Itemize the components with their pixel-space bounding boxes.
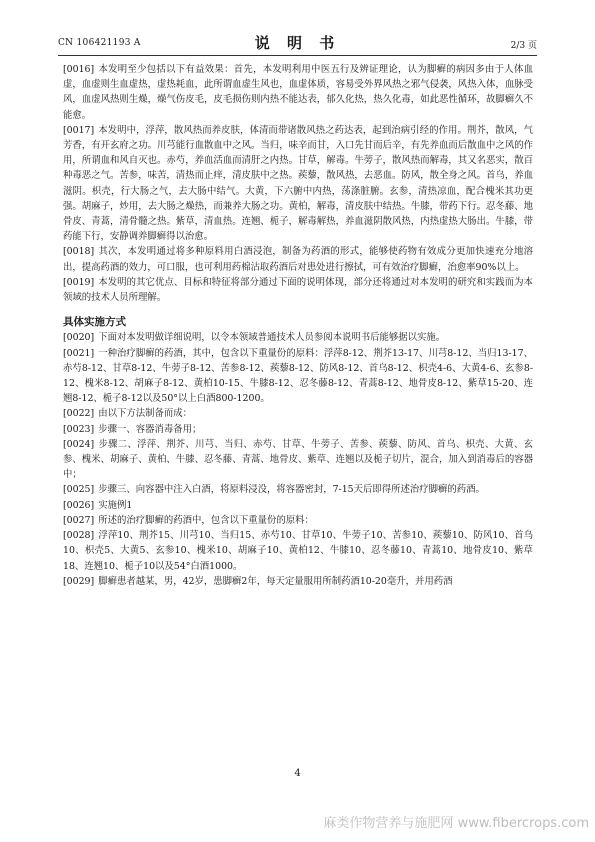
paragraph-0023: [0023] 步骤一、容器消毒备用； — [63, 423, 202, 435]
paragraph-0016: [0016] 本发明至少包括以下有益效果：首先，本发明利用中医五行及辨证理论，认为脚癣的病因多由于人体血虚，血虚则生血虚热，虚热耗血，此所谓血虚生风也，血虚体质，容易受外界风热之邪气侵袭，风热入体，血脉受风，血虚风热则生燥，燥气伤皮毛，皮毛损伤则内热不能达表，郁久化热，热久化毒，如此恶性循环，故脚癣久不能愈。 — [63, 64, 533, 121]
patent-number: CN 106421193 A — [58, 38, 141, 48]
paragraph-0020: [0020] 下面对本发明做详细说明，以令本领域普通技术人员参阅本说明书后能够据以实施。 — [63, 332, 446, 344]
section-heading: 具体实施方式 — [63, 316, 126, 329]
paragraph-0017: [0017] 本发明中，浮萍，散风热而养皮肤，体清而带诸散风热之药达表，起到治病引经的作用。荆芥，散风，气芳香，有开玄府之功。川芎能行血散血中之风。当归，味辛而甘，入口先甘而后辛，有先养血而后散血中之风的作用，所谓血和风自灭也。赤芍，养血活血而清肝之内热。甘草，解毒。牛蒡子，散风热而解毒，其又名恶实，散百种毒恶之气。苦参，味苦，清热而止痒，清皮肤中之热。蒺藜，散风热，去恶血。防风，散全身之风。首乌，养血滋阴。枳壳，行大肠之气，去大肠中结气。大黄，下六腑中内热，荡涤脏腑。玄参，清热凉血，配合槐米其功更强。胡麻子，炒用，去大肠之燥热，而兼养大肠之功。黄柏，解毒，清皮肤中结热。牛膝，带药下行。忍冬藤、地骨皮、青蒿，清骨髓之热。紫草，清血热。连翘、栀子，解毒解热，养血滋阴散风热，内热虚热大肠出。牛膝，带药能下行，安静调养脚癣得以治愈。 — [63, 124, 533, 243]
site-watermark — [323, 812, 589, 831]
page-indicator: 2/3 页 — [510, 41, 537, 51]
paragraph-0018: [0018] 其次，本发明通过将多种原料用白酒浸泡，制备为药酒的形式，能够使药物有效成分更加快速充分地溶出，提高药酒的效力，可口服，也可利用药棉沾取药酒后对患处进行擦拭，可有效治疗脚癣，治愈率90%以上。 — [63, 246, 533, 273]
page-number: 4 — [294, 768, 301, 779]
paragraph-0027: [0027] 所述的治疗脚癣的药酒中，包含以下重量份的原料： — [63, 514, 314, 526]
paragraph-0029: [0029] 脚癣患者越某，男，42岁，患脚癣2年，每天定量服用所制药酒10-20毫升，并用药酒 — [63, 575, 453, 587]
document-title: 说 明 书 — [254, 34, 341, 52]
paragraph-0026: [0026] 实施例1 — [63, 499, 133, 511]
paragraph-0021: [0021] 一种治疗脚癣的药酒，其中，包含以下重量份的原料：浮萍8-12、荆芥13-17、川芎8-12、当归13-17、赤芍8-12、甘草8-12、牛蒡子8-12、苦参8-12、蒺藜8-12、防风8-12、首乌8-12、枳壳4-6、大黄4-6、玄参8-12、槐米8-12、胡麻子8-12、黄柏10-15、牛膝8-12、忍冬藤8-12、青蒿8-12、地骨皮8-12、紫草15-20、连翘8-12、栀子8-12以及50°以上白酒800-1200。 — [63, 347, 533, 405]
paragraph-0022: [0022] 由以下方法制备而成： — [63, 408, 192, 420]
paragraph-0019: [0019] 本发明的其它优点、目标和特征将部分通过下面的说明体现，部分还将通过对本发明的研究和实践而为本领域的技术人员所理解。 — [63, 276, 533, 304]
page-header — [58, 32, 537, 54]
watermark-text: 麻类作物营养与施肥网 — [323, 816, 454, 831]
header-divider — [58, 55, 537, 56]
paragraph-0024: [0024] 步骤二、浮萍、荆芥、川芎、当归、赤芍、甘草、牛蒡子、苦参、蒺藜、防风、首乌、枳壳、大黄、玄参、槐米、胡麻子、黄柏、牛膝、忍冬藤、青蒿、地骨皮、紫草、连翘以及栀子切片，混合，加入到消毒后的容器中； — [63, 438, 533, 481]
paragraph-0028: [0028] 浮萍10、荆芥15、川芎10、当归15、赤芍10、甘草10、牛蒡子10、苦参10、蒺藜10、防风10、首乌10、枳壳5、大黄5、玄参10、槐米10、胡麻子10、黄柏12、牛膝10、忍冬藤10、青蒿10、地骨皮10、紫草18、连翘10、栀子10以及54°白酒1000。 — [63, 530, 533, 572]
document-body — [63, 62, 533, 589]
paragraph-0025: [0025] 步骤三、向容器中注入白酒，将原料浸没，将容器密封，7-15天后即得所述治疗脚癣的药酒。 — [63, 484, 485, 496]
watermark-url: www.fibercrops.com — [457, 816, 589, 831]
